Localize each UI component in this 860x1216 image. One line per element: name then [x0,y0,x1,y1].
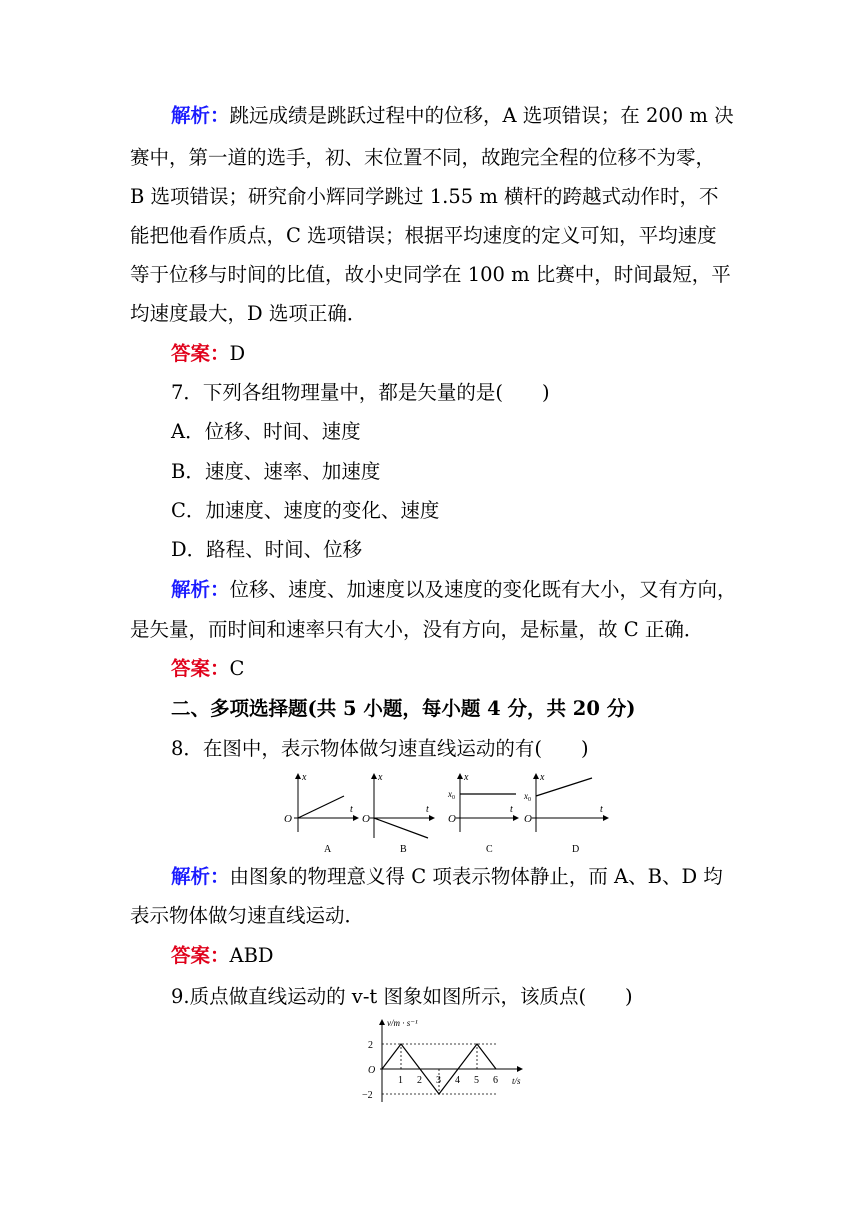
q6-solution-line-6: 均速度最大，D 选项正确． [130,302,367,325]
q6-solution-line-2: 赛中，第一道的选手，初、末位置不同，故跑完全程的位移不为零， [130,146,716,169]
solution-label: 解析： [171,865,230,888]
x-axis-label: t/s [512,1076,521,1086]
q7-option-c: C．加速度、速度的变化、速度 [171,499,440,522]
answer-label: 答案： [171,342,230,365]
intercept-label: $x_0$ [524,791,531,803]
origin-label: O [362,813,370,825]
x-tick-label: 2 [417,1075,422,1086]
q7-solution-line-2: 是矢量，而时间和速率只有大小，没有方向，是标量，故 C 正确． [130,618,704,641]
q6-answer [171,341,245,367]
section-heading: 二、多项选择题(共 5 小题，每小题 4 分，共 20 分) [171,697,636,720]
y-tick-label: −2 [362,1090,373,1101]
answer-label: 答案： [171,657,230,680]
axis-x-label: t [426,804,429,815]
answer-value: D [229,342,246,365]
origin-label: O [368,1065,376,1076]
axis-y-label: x [464,772,469,783]
axis-y-label: x [302,772,307,783]
q8-solution-line-2: 表示物体做匀速直线运动． [130,904,365,927]
intercept-label: $x_0$ [448,789,455,801]
x-tick-label: 6 [493,1075,498,1086]
q9-vt-chart [360,1014,560,1110]
axis-x-label: t [350,804,353,815]
axis-x-label: t [600,804,603,815]
q8-panel-a [284,772,358,855]
solution-label: 解析： [171,104,230,127]
x-tick-label: 1 [398,1075,403,1086]
q7-solution-line-1 [171,577,737,603]
q7-option-b: B．速度、速率、加速度 [171,460,381,483]
q8-panel-c [447,772,518,855]
q6-solution-line-5: 等于位移与时间的比值，故小史同学在 100 m 比赛中，时间最短，平 [130,263,731,286]
answer-label: 答案： [171,944,230,967]
y-axis-label: v/m · s⁻¹ [387,1018,418,1028]
q8-panel-b [362,772,434,855]
origin-label: O [524,813,532,825]
q8-panel-d [523,772,608,855]
y-tick-label: 2 [368,1040,373,1051]
q8-answer [171,943,274,969]
q7-stem: 7．下列各组物理量中，都是矢量的是( ) [171,381,550,404]
q7-answer [171,656,244,682]
solution-text: 跳远成绩是跳跃过程中的位移，A 选项错误；在 200 m 决 [229,104,734,127]
solution-text: 由图象的物理意义得 C 项表示物体静止，而 A、B、D 均 [229,865,723,888]
axis-x-label: t [510,804,513,815]
q6-solution-line-4: 能把他看作质点，C 选项错误；根据平均速度的定义可知，平均速度 [130,224,717,247]
panel-label: A [324,844,332,855]
x-tick-label: 3 [436,1075,441,1086]
x-tick-label: 5 [474,1075,479,1086]
q7-option-d: D．路程、时间、位移 [171,538,363,561]
origin-label: O [448,813,456,825]
q8-stem: 8．在图中，表示物体做匀速直线运动的有( ) [171,737,589,760]
q7-option-a: A．位移、时间、速度 [171,420,361,443]
q8-figure [270,766,630,866]
axis-y-label: x [540,772,545,783]
q8-solution-line-1 [171,864,723,890]
x-tick-label: 4 [455,1075,460,1086]
answer-value: C [229,657,245,680]
q6-solution-line-1 [171,103,734,129]
q6-solution-line-3: B 选项错误；研究俞小辉同学跳过 1.55 m 横杆的跨越式动作时，不 [130,185,719,208]
panel-label: C [486,844,493,855]
solution-text: 位移、速度、加速度以及速度的变化既有大小，又有方向， [229,578,737,601]
q9-stem: 9.质点做直线运动的 v-t 图象如图所示，该质点( ) [171,985,633,1008]
panel-label: B [400,844,407,855]
panel-label: D [572,844,580,855]
axis-y-label: x [378,772,383,783]
origin-label: O [284,813,292,825]
solution-label: 解析： [171,578,230,601]
answer-value: ABD [229,944,274,967]
